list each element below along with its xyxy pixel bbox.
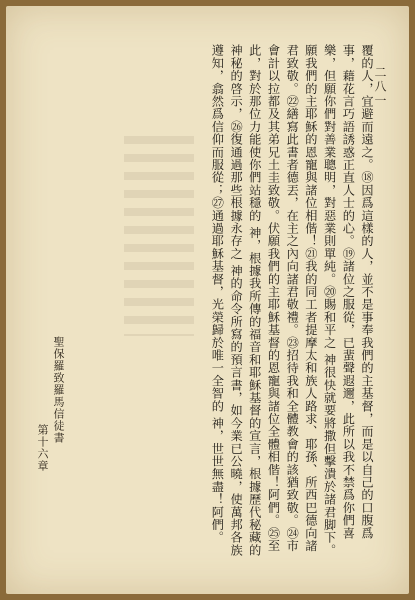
book-page: [6, 6, 409, 594]
chapter-label: 第十六章: [36, 424, 49, 472]
running-title: 聖保羅致羅馬信徒書: [52, 336, 65, 444]
page-number: 二八一: [373, 66, 387, 108]
body-text-block: [114, 44, 376, 564]
body-paragraph: 覆的人，宜避而遠之。⑱因爲這樣的人，並不是事奉我們的主基督，而是以自己的口腹爲事，藉花言巧語誘惑正直人士的心。⑲諸位之服從，已蜚聲遐邇，此所以我不禁爲你們喜樂，但願你們對善業聰明，對惡業則單純。⑳賜和平之 神很快就要將撒但擊潰於諸君脚下。願我們的主耶穌的恩寵與諸位相偕！㉑我的同工者提摩太和族人路求、耶孫、所西巴德向諸君致敬。㉒繕寫此書者德丟，在主之內向諸君敬禮。㉓招待我和全體教會的該猶致敬。㉔市會計以拉都及其弟兄土圭致敬。伏願我們的主耶穌基督的恩寵與諸位全體相偕！阿們。㉕至此，對於那位力能使你們站穩的 神，根據我所傳的福音和耶穌基督的宣言，根據歷代秘藏的神秘的啓示，㉖復通過那些根據永存之 神的命令所寫的預言書，如今業已公曉，使萬邦各族遵知，翕然爲信仰而服從；㉗通過耶穌基督，光榮歸於唯一全智的 神，世世無盡！阿們。: [210, 44, 374, 557]
